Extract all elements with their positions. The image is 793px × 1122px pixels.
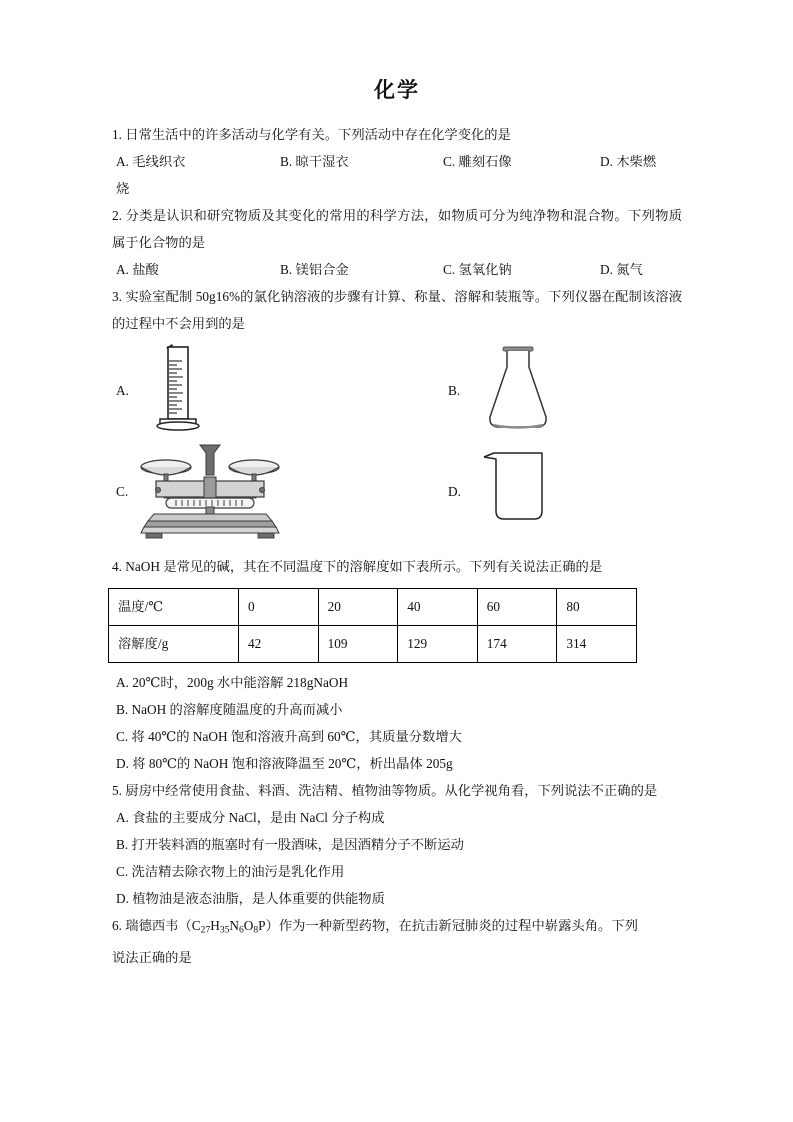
formula-el-o: O (243, 918, 254, 934)
question-3-figure-options (112, 341, 682, 553)
graduated-cylinder-icon (146, 341, 216, 442)
question-6-stem (112, 912, 682, 943)
formula-el-n: N (229, 918, 239, 934)
question-4-stem: 4. NaOH 是常见的碱，其在不同温度下的溶解度如下表所示。下列有关说法正确的是 (112, 559, 603, 575)
solubility-table (108, 588, 637, 663)
question-6-stem-line2: 说法正确的是 (112, 949, 192, 965)
table-row (109, 626, 637, 663)
question-5 (112, 777, 682, 912)
table-cell-sol-1: 109 (318, 626, 398, 663)
question-4-option-b[interactable]: B. NaOH 的溶解度随温度的升高而减小 (116, 702, 343, 718)
question-2-option-c[interactable]: C. 氢氧化钠 (443, 262, 512, 278)
page-content (112, 78, 682, 971)
question-3-stem: 3. 实验室配制 50g16%的氯化钠溶液的步骤有计算、称量、溶解和装瓶等。下列仪器在配制该溶液的过程中不会用到的是 (112, 289, 682, 332)
question-5-option-b[interactable]: B. 打开装料酒的瓶塞时有一股酒味，是因酒精分子不断运动 (116, 837, 464, 853)
question-1-option-a[interactable]: A. 毛线织衣 (116, 154, 186, 170)
formula-sub-c: 27 (200, 924, 211, 936)
table-header-temperature: 温度/℃ (109, 589, 239, 626)
molecular-formula (200, 918, 266, 936)
table-cell-sol-3: 174 (477, 626, 557, 663)
table-cell-temp-3: 60 (477, 589, 557, 626)
question-2-stem: 2. 分类是认识和研究物质及其变化的常用的科学方法，如物质可分为纯净物和混合物。下列物质属于化合物的是 (112, 208, 682, 251)
table-cell-temp-0: 0 (239, 589, 319, 626)
question-3-option-a-label[interactable]: A. (116, 383, 129, 399)
question-4-options (112, 669, 682, 777)
formula-sub-n: 6 (239, 924, 244, 936)
question-3-option-d-label[interactable]: D. (448, 484, 461, 500)
question-2-option-b[interactable]: B. 镁铝合金 (280, 262, 349, 278)
question-1-options (112, 148, 682, 175)
table-header-solubility: 溶解度/g (109, 626, 239, 663)
question-5-options (112, 804, 682, 912)
page-title: 化学 (374, 78, 420, 102)
question-1-option-b[interactable]: B. 晾干湿衣 (280, 154, 349, 170)
question-3-option-c-label[interactable]: C. (116, 484, 129, 500)
table-cell-temp-4: 80 (557, 589, 637, 626)
conical-flask-icon (480, 341, 570, 442)
question-3 (112, 283, 682, 553)
beaker-icon (480, 449, 570, 534)
question-5-stem: 5. 厨房中经常使用食盐、料酒、洗洁精、植物油等物质。从化学视角看，下列说法不正确的是 (112, 783, 658, 799)
table-cell-temp-1: 20 (318, 589, 398, 626)
solubility-table-wrap (112, 588, 682, 663)
table-cell-sol-2: 129 (398, 626, 478, 663)
question-1 (112, 121, 682, 202)
question-1-option-d[interactable]: D. 木柴燃 (600, 154, 657, 170)
question-2 (112, 202, 682, 283)
table-cell-sol-0: 42 (239, 626, 319, 663)
question-5-option-d[interactable]: D. 植物油是液态油脂，是人体重要的供能物质 (116, 891, 385, 907)
formula-el-p: P (258, 918, 266, 934)
question-5-option-c[interactable]: C. 洗洁精去除衣物上的油污是乳化作用 (116, 864, 345, 880)
question-1-option-c[interactable]: C. 雕刻石像 (443, 154, 512, 170)
table-cell-temp-2: 40 (398, 589, 478, 626)
question-1-stem: 1. 日常生活中的许多活动与化学有关。下列活动中存在化学变化的是 (112, 127, 511, 143)
balance-scale-icon (140, 441, 280, 546)
question-5-option-a[interactable]: A. 食盐的主要成分 NaCl，是由 NaCl 分子构成 (116, 810, 385, 826)
question-4-option-d[interactable]: D. 将 80℃的 NaOH 饱和溶液降温至 20℃，析出晶体 205g (116, 756, 453, 772)
question-6-stem-suffix: ）作为一种新型药物，在抗击新冠肺炎的过程中崭露头角。下列 (265, 918, 638, 934)
question-4-option-a[interactable]: A. 20℃时，200g 水中能溶解 218gNaOH (116, 675, 349, 691)
question-1-option-d-wrap: 烧 (116, 181, 130, 197)
formula-sub-o: 8 (253, 924, 259, 936)
question-4-option-c[interactable]: C. 将 40℃的 NaOH 饱和溶液升高到 60℃，其质量分数增大 (116, 729, 462, 745)
formula-el-h: H (210, 918, 220, 934)
question-4 (112, 553, 682, 777)
question-6 (112, 912, 682, 970)
table-row (109, 589, 637, 626)
table-cell-sol-4: 314 (557, 626, 637, 663)
question-3-option-b-label[interactable]: B. (448, 383, 461, 399)
question-2-options (112, 256, 682, 283)
question-6-stem-prefix: 6. 瑞德西韦（C (112, 918, 201, 934)
question-2-option-d[interactable]: D. 氮气 (600, 262, 643, 278)
question-2-option-a[interactable]: A. 盐酸 (116, 262, 159, 278)
formula-sub-h: 35 (219, 924, 230, 936)
